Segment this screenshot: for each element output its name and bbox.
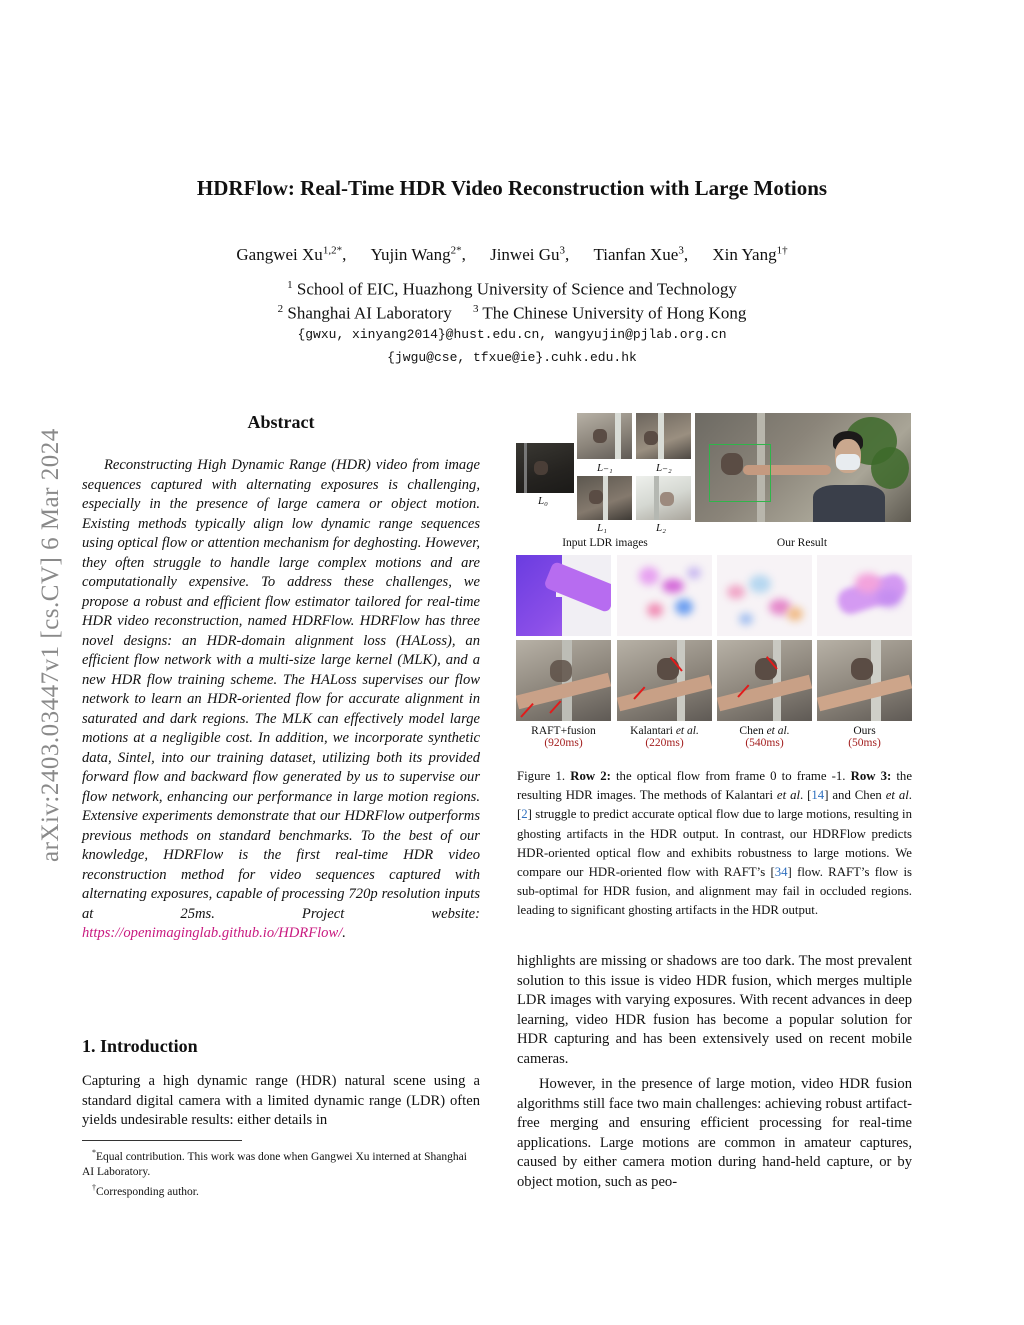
author: Jinwei Gu$^3$, [490, 244, 570, 264]
zoom-box [709, 444, 771, 502]
abstract-text: Reconstructing High Dynamic Range (HDR) video from image sequences captured with alternating exposures is challenging, especially in the presence of large camera or object motion. Existing methods typically align low dynamic range sequences using optical flow or attention mechanism for deghosting. However, they often struggle to handle large complex motions and are computationally expensive. To address these challenges, we propose a robust and efficient flow estimator tailored for real-time HDR video reconstruction, named HDRFlow. HDRFlow has three novel designs: an HDR-domain alignment loss (HALoss), an efficient flow network with a multi-size large kernel (MLK), and a new HDR flow training scheme. The HALoss supervises our flow network to learn an HDR-oriented flow for accurate alignment in saturated and dark regions. The MLK can effectively model large motions at a negligible cost. In addition, we incorporate synthetic data, Sintel, into our training dataset, utilizing both its provided forward flow and backward flow generated by us to supervise our flow network, enhancing our performance in large motion regions. Extensive experiments demonstrate that our HDRFlow outperforms previous methods on standard benchmarks. To the best of our knowledge, HDRFlow is the first real-time HDR video reconstruction method for video sequences captured with alternating exposures, capable of processing 720p resolution inputs at 25ms. Project website: https://openimaginglab.github.io/HDRFlow/. [82, 457, 480, 941]
footnote-rule [82, 1140, 242, 1141]
author: Tianfan Xue$^3$, [593, 244, 689, 264]
citation-link[interactable]: 2 [521, 807, 528, 822]
input-ldr-caption: Input LDR images [562, 537, 648, 549]
citation-link[interactable]: 14 [811, 788, 825, 803]
project-link[interactable]: https://openimaginglab.github.io/HDRFlow/ [82, 925, 343, 941]
label-lm1: L₋₁ [597, 462, 613, 474]
method-caption-chen: Chen et al. (540ms) [739, 725, 790, 749]
flow-raft [516, 555, 611, 636]
flow-chen [717, 555, 812, 636]
email-line-1: {gwxu, xinyang2014}@hust.edu.cn, wangyujin@pjlab.org.cn [297, 327, 727, 342]
paper-title: HDRFlow: Real-Time HDR Video Reconstruction with Large Motions [196, 176, 828, 200]
method-caption-kalantari: Kalantari et al. (220ms) [630, 725, 699, 749]
paragraph: highlights are missing or shadows are too dark. The most prevalent solution to this issue is video HDR fusion, which merges multiple LDR images with varying exposures. With recent advances in deep learning, video HDR fusion has become a popular solution for HDR capturing and has been extensively used on recent mobile cameras. [517, 953, 912, 1067]
footnotes: *Equal contribution. This work was done when Gangwei Xu interned at Shanghai AI Laboratory. †Corresponding author. [82, 1148, 467, 1198]
input-ldr-l2-image [636, 476, 691, 520]
citation-link[interactable]: 34 [774, 865, 788, 880]
arxiv-identifier: arXiv:2403.03447v1 [cs.CV] 6 Mar 2024 [37, 428, 64, 862]
author-list [0, 238, 1024, 267]
label-l0: L₀ [538, 495, 548, 507]
input-ldr-lm1-image [577, 413, 632, 459]
affiliation-1: $^1$ School of EIC, Huazhong University of Science and Technology [287, 279, 737, 299]
hdr-kalantari [617, 640, 712, 721]
method-caption-ours: Ours (50ms) [848, 725, 881, 749]
right-column-text [517, 952, 912, 1198]
hdr-ours [817, 640, 912, 721]
input-ldr-l1-image [577, 476, 632, 520]
input-ldr-l0-image [516, 443, 574, 493]
author: Xin Yang$^{1\dagger}$ [712, 244, 788, 264]
abstract-heading: Abstract [247, 412, 315, 432]
introduction-text: Capturing a high dynamic range (HDR) natural scene using a standard digital camera with a limited dynamic range (LDR) often yields undesirable results: either details in [82, 1073, 480, 1128]
author: Gangwei $Xu^{1,2*}$, [236, 244, 347, 264]
hdr-raft-fusion [516, 640, 611, 721]
input-ldr-lm2-image [636, 413, 691, 459]
figure-1-caption: Figure 1. Row 2: the optical flow from frame 0 to frame -1. Row 3: the resulting HDR images. The methods of Kalantari et al. [14] and Chen et al. [2] struggle to predict accurate optical flow due to large motions, resulting in ghosting artifacts in the HDR output. In contrast, our HDRFlow predicts HDR-oriented optical flow and exhibits robustness to large motions. We compare our HDR-oriented flow with RAFT’s [34] flow. RAFT’s flow is sub-optimal for HDR fusion, and alignment may fail in occluded regions. leading to significant ghosting artifacts in the HDR output. [517, 769, 913, 918]
section-heading-introduction: 1. Introduction [82, 1036, 198, 1056]
our-result-caption: Our Result [776, 537, 828, 549]
method-caption-raft: RAFT+fusion (920ms) [531, 725, 596, 749]
affiliation-2-3: $^2$ Shanghai AI Laboratory $^3$ The Chinese University of Hong Kong [277, 303, 747, 323]
paragraph: However, in the presence of large motion, video HDR fusion algorithms still face two main challenges: achieving robust artifact-free merging and ensuring efficient processing for real-time applications. Large motions are common in amateur captures, caused by either camera motion during hand-held capture, or by object motion, such as peo- [517, 1076, 912, 1190]
label-lm2: L₋₂ [656, 462, 672, 474]
email-line-2: {jwgu@cse, tfxue@ie}.cuhk.edu.hk [387, 350, 637, 365]
our-result-image [695, 413, 911, 522]
label-l2: L₂ [656, 522, 666, 534]
flow-kalantari [617, 555, 712, 636]
author: Yujin Wang$^{2*}$, [370, 244, 466, 264]
flow-ours [817, 555, 912, 636]
hdr-chen [717, 640, 812, 721]
label-l1: L₁ [597, 522, 607, 534]
